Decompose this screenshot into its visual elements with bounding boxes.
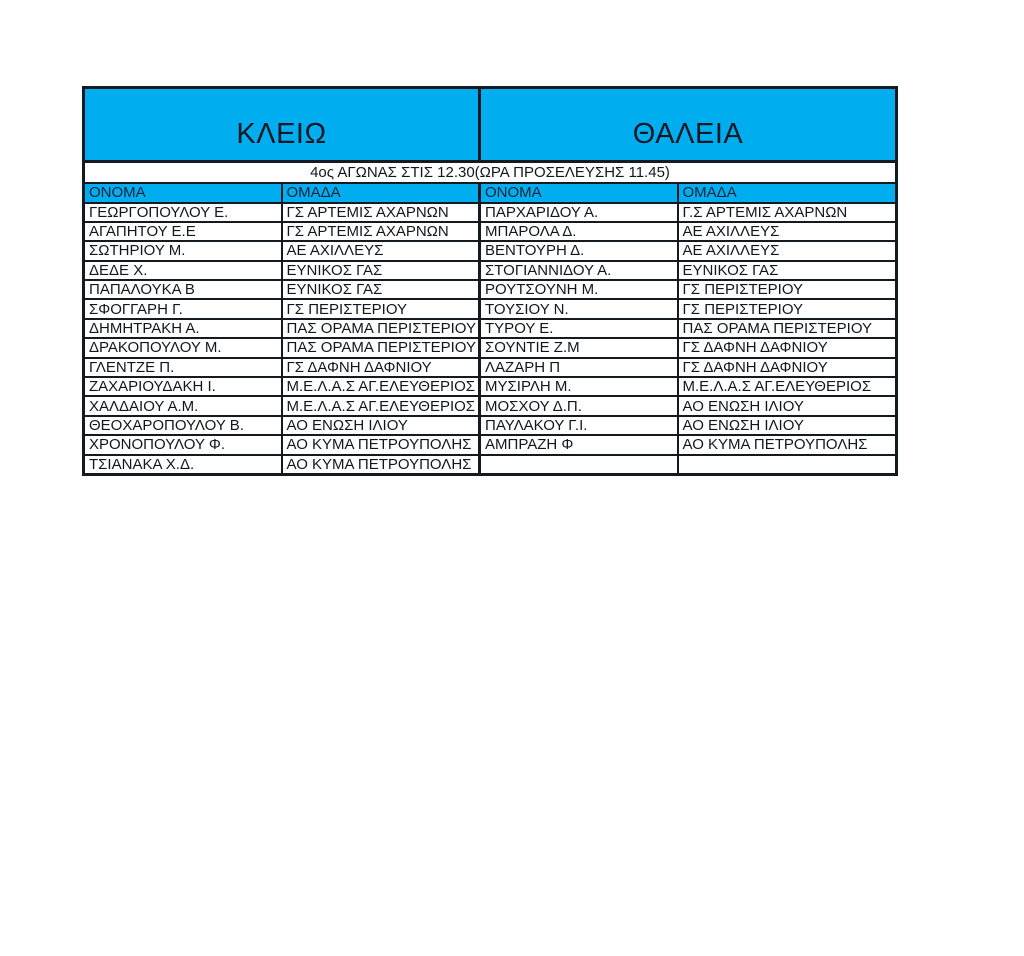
player-name-cell: ΑΜΠΡΑΖΗ Φ [480,435,678,454]
team-name-cell: ΠΑΣ ΟΡΑΜΑ ΠΕΡΙΣΤΕΡΙΟΥ [282,338,480,357]
player-name-cell: ΠΑΠΑΛΟΥΚΑ Β [84,280,282,299]
player-name-cell: ΡΟΥΤΣΟΥΝΗ Μ. [480,280,678,299]
player-name-cell [480,455,678,475]
match-info-text: 4ος ΑΓΩΝΑΣ ΣΤΙΣ 12.30(ΩΡΑ ΠΡΟΣΕΛΕΥΣΗΣ 11.45) [84,162,897,183]
team-name-cell: Γ.Σ ΑΡΤΕΜΙΣ ΑΧΑΡΝΩΝ [678,203,897,222]
column-header-team-left: ΟΜΑΔΑ [282,183,480,203]
table-row [84,455,897,475]
table-row [84,222,897,241]
table-row [84,435,897,454]
team-name-cell: ΓΣ ΔΑΦΝΗ ΔΑΦΝΙΟΥ [282,358,480,377]
team-name-cell: ΕΥΝΙΚΟΣ ΓΑΣ [678,261,897,280]
table-row [84,396,897,415]
player-name-cell: ΧΡΟΝΟΠΟΥΛΟΥ Φ. [84,435,282,454]
team-name-cell: ΑΟ ΚΥΜΑ ΠΕΤΡΟΥΠΟΛΗΣ [282,435,480,454]
team-name-cell: ΓΣ ΔΑΦΝΗ ΔΑΦΝΙΟΥ [678,338,897,357]
player-name-cell: ΠΑΡΧΑΡΙΔΟΥ Α. [480,203,678,222]
player-name-cell: ΠΑΥΛΑΚΟΥ Γ.Ι. [480,416,678,435]
player-name-cell: ΑΓΑΠΗΤΟΥ Ε.Ε [84,222,282,241]
table-body [84,88,897,475]
player-name-cell: ΘΕΟΧΑΡΟΠΟΥΛΟΥ Β. [84,416,282,435]
player-name-cell: ΒΕΝΤΟΥΡΗ Δ. [480,241,678,260]
player-name-cell: ΤΥΡΟΥ Ε. [480,319,678,338]
table-row [84,319,897,338]
table-row [84,203,897,222]
team-name-cell: ΑΟ ΕΝΩΣΗ ΙΛΙΟΥ [678,416,897,435]
team-name-cell: ΓΣ ΠΕΡΙΣΤΕΡΙΟΥ [282,299,480,318]
player-name-cell: ΓΕΩΡΓΟΠΟΥΛΟΥ Ε. [84,203,282,222]
team-name-cell: ΑΟ ΚΥΜΑ ΠΕΤΡΟΥΠΟΛΗΣ [678,435,897,454]
player-name-cell: ΤΟΥΣΙΟΥ Ν. [480,299,678,318]
team-name-cell: ΑΟ ΕΝΩΣΗ ΙΛΙΟΥ [282,416,480,435]
table-row [84,358,897,377]
player-name-cell: ΜΠΑΡΟΛΑ Δ. [480,222,678,241]
table-row [84,280,897,299]
team-name-cell: ΓΣ ΑΡΤΕΜΙΣ ΑΧΑΡΝΩΝ [282,203,480,222]
team-name-cell: ΕΥΝΙΚΟΣ ΓΑΣ [282,280,480,299]
player-name-cell: ΧΑΛΔΑΙΟΥ Α.Μ. [84,396,282,415]
player-name-cell: ΖΑΧΑΡΙΟΥΔΑΚΗ Ι. [84,377,282,396]
team-name-cell [678,455,897,475]
player-name-cell: ΔΕΔΕ Χ. [84,261,282,280]
team-name-cell: ΓΣ ΑΡΤΕΜΙΣ ΑΧΑΡΝΩΝ [282,222,480,241]
player-name-cell: ΛΑΖΑΡΗ Π [480,358,678,377]
table-row [84,241,897,260]
team-name-cell: ΓΣ ΔΑΦΝΗ ΔΑΦΝΙΟΥ [678,358,897,377]
player-name-cell: ΔΡΑΚΟΠΟΥΛΟΥ Μ. [84,338,282,357]
team-name-cell: ΕΥΝΙΚΟΣ ΓΑΣ [282,261,480,280]
player-name-cell: ΜΥΣΙΡΛΗ Μ. [480,377,678,396]
group-title-thaleia: ΘΑΛΕΙΑ [480,88,897,162]
team-name-cell: ΠΑΣ ΟΡΑΜΑ ΠΕΡΙΣΤΕΡΙΟΥ [678,319,897,338]
table-row [84,416,897,435]
team-name-cell: ΓΣ ΠΕΡΙΣΤΕΡΙΟΥ [678,299,897,318]
player-name-cell: ΣΤΟΓΙΑΝΝΙΔΟΥ Α. [480,261,678,280]
group-title-row [84,88,897,162]
team-name-cell: Μ.Ε.Λ.Α.Σ ΑΓ.ΕΛΕΥΘΕΡΙΟΣ [678,377,897,396]
team-name-cell: Μ.Ε.Λ.Α.Σ ΑΓ.ΕΛΕΥΘΕΡΙΟΣ [282,396,480,415]
player-name-cell: ΜΟΣΧΟΥ Δ.Π. [480,396,678,415]
team-name-cell: ΑΕ ΑΧΙΛΛΕΥΣ [282,241,480,260]
player-name-cell: ΣΟΥΝΤΙΕ Ζ.Μ [480,338,678,357]
table-row [84,299,897,318]
player-name-cell: ΤΣΙΑΝΑΚΑ Χ.Δ. [84,455,282,475]
column-header-name-right: ΟΝΟΜΑ [480,183,678,203]
match-info-row [84,162,897,183]
table-row [84,377,897,396]
column-header-name-left: ΟΝΟΜΑ [84,183,282,203]
table-row [84,338,897,357]
group-title-kleio: ΚΛΕΙΩ [84,88,480,162]
table-row [84,261,897,280]
team-name-cell: ΠΑΣ ΟΡΑΜΑ ΠΕΡΙΣΤΕΡΙΟΥ [282,319,480,338]
team-name-cell: ΑΕ ΑΧΙΛΛΕΥΣ [678,241,897,260]
player-name-cell: ΣΦΟΓΓΑΡΗ Γ. [84,299,282,318]
team-name-cell: ΑΕ ΑΧΙΛΛΕΥΣ [678,222,897,241]
match-roster-table [82,86,898,476]
column-header-team-right: ΟΜΑΔΑ [678,183,897,203]
team-name-cell: ΓΣ ΠΕΡΙΣΤΕΡΙΟΥ [678,280,897,299]
player-name-cell: ΔΗΜΗΤΡΑΚΗ Α. [84,319,282,338]
team-name-cell: ΑΟ ΚΥΜΑ ΠΕΤΡΟΥΠΟΛΗΣ [282,455,480,475]
team-name-cell: Μ.Ε.Λ.Α.Σ ΑΓ.ΕΛΕΥΘΕΡΙΟΣ [282,377,480,396]
team-name-cell: ΑΟ ΕΝΩΣΗ ΙΛΙΟΥ [678,396,897,415]
player-name-cell: ΣΩΤΗΡΙΟΥ Μ. [84,241,282,260]
column-header-row [84,183,897,203]
player-name-cell: ΓΛΕΝΤΖΕ Π. [84,358,282,377]
